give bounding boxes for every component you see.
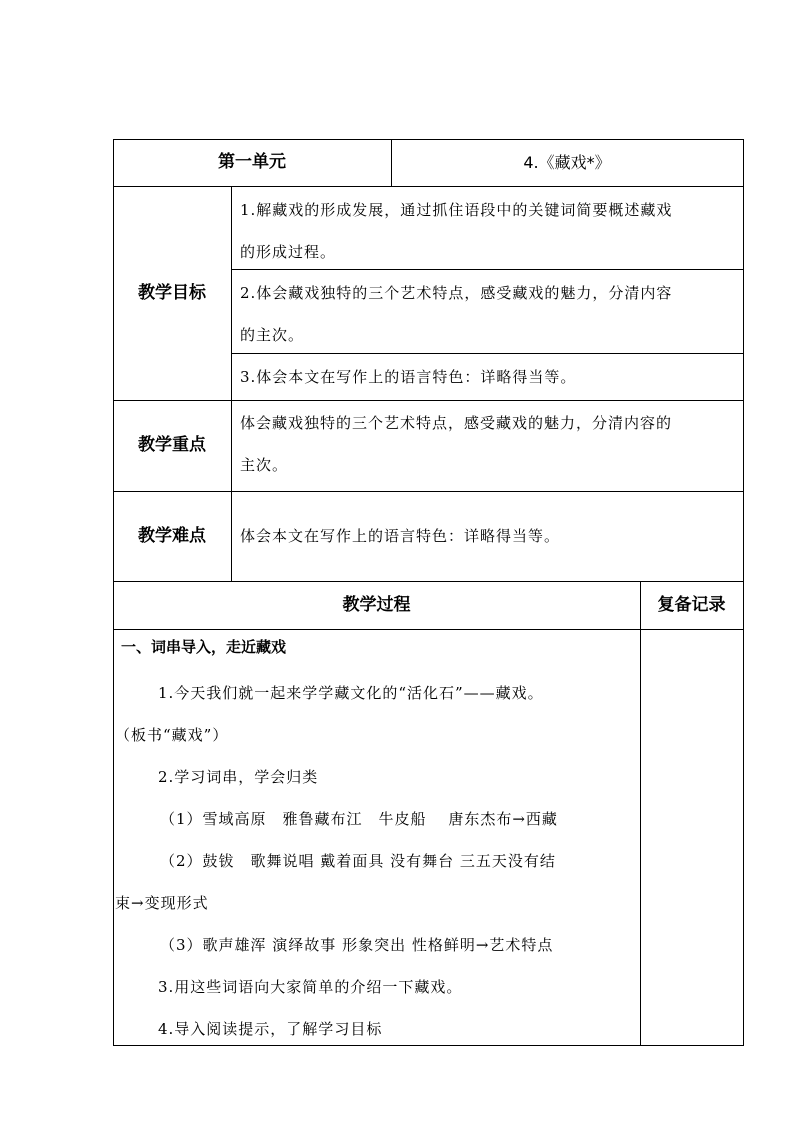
process-line: 束→变现形式 <box>115 894 209 912</box>
process-header: 教学过程 <box>342 595 411 615</box>
process-line: （1）雪域高原 雅鲁藏布江 牛皮船 唐东杰布→西藏 <box>160 810 558 828</box>
keypoints-line1: 体会藏戏独特的三个艺术特点，感受藏戏的魅力，分清内容的 <box>240 414 673 432</box>
keypoints-line2: 主次。 <box>240 456 289 474</box>
objectives-label: 教学目标 <box>138 283 206 303</box>
process-column-line <box>640 581 641 1046</box>
process-line: 1.今天我们就一起来学学藏文化的“活化石”——藏戏。 <box>158 684 544 702</box>
process-line: 2.学习词串，学会归类 <box>158 768 319 786</box>
objective-1 <box>240 189 672 273</box>
unit-title: 第一单元 <box>218 152 286 172</box>
difficulties-text: 体会本文在写作上的语言特色：详略得当等。 <box>240 527 561 545</box>
keypoints-text <box>240 402 672 486</box>
objective-1-line1: 1.解藏戏的形成发展，通过抓住语段中的关键词简要概述藏戏 <box>240 201 673 219</box>
process-line: 3.用这些词语向大家简单的介绍一下藏戏。 <box>158 978 463 996</box>
process-line: （2）鼓钹 歌舞说唱 戴着面具 没有舞台 三五天没有结 <box>160 852 556 870</box>
lesson-title: 4.《藏戏*》 <box>523 153 611 172</box>
difficulties-label: 教学难点 <box>138 526 206 546</box>
objective-2 <box>240 272 672 356</box>
process-line: 4.导入阅读提示，了解学习目标 <box>158 1020 383 1038</box>
objective-2-line1: 2.体会藏戏独特的三个艺术特点，感受藏戏的魅力，分清内容 <box>240 284 673 302</box>
objective-2-line2: 的主次。 <box>240 326 305 344</box>
notes-header: 复备记录 <box>657 595 726 615</box>
objective-3-line1: 3.体会本文在写作上的语言特色：详略得当等。 <box>240 368 577 386</box>
label-column-line <box>231 186 232 581</box>
objective-1-line2: 的形成过程。 <box>240 243 337 261</box>
table-border-right <box>743 139 744 1046</box>
process-header-bottom-line <box>113 629 744 630</box>
process-section-1-title: 一、词串导入，走近藏戏 <box>121 638 287 656</box>
objective-3 <box>240 356 576 398</box>
process-line: （3）歌声雄浑 演绎故事 形象突出 性格鲜明→艺术特点 <box>160 936 554 954</box>
keypoints-label: 教学重点 <box>138 435 206 455</box>
process-line: （板书“藏戏”） <box>115 726 229 744</box>
